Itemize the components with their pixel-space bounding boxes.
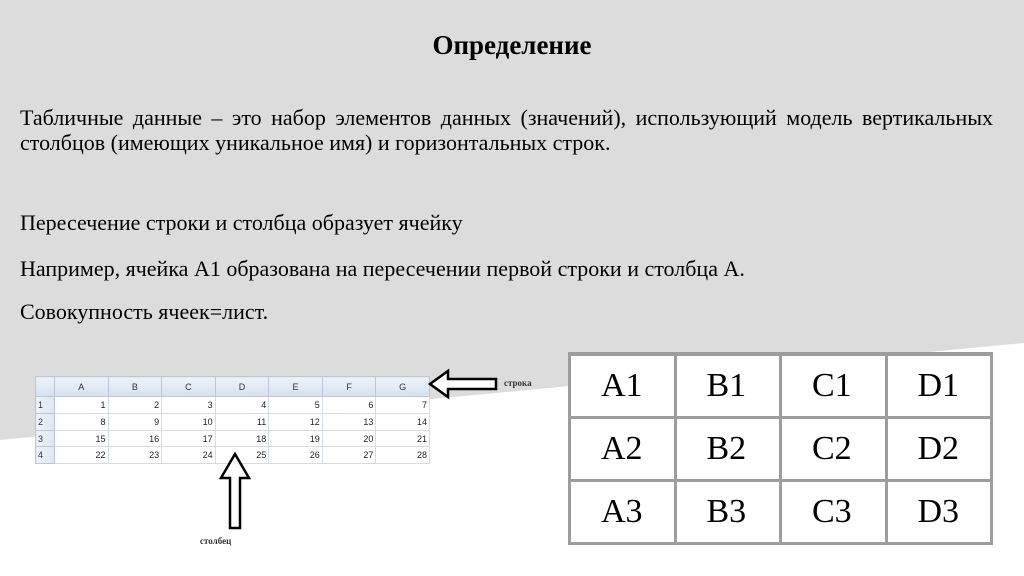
- slide-title: Определение: [432, 30, 592, 60]
- table-cell: 9: [108, 414, 162, 431]
- corner-cell: [36, 377, 55, 397]
- column-header: G: [376, 377, 430, 397]
- grid-cell: C2: [781, 418, 887, 481]
- column-header: E: [269, 377, 323, 397]
- table-cell: 1: [55, 397, 109, 414]
- column-header: C: [162, 377, 216, 397]
- table-cell: 8: [55, 414, 109, 431]
- grid-cell: D1: [886, 354, 992, 418]
- table-cell: 3: [162, 397, 216, 414]
- row-header: 3: [36, 430, 55, 447]
- grid-row: [570, 354, 992, 418]
- column-label: столбец: [200, 536, 232, 546]
- sheet-paragraph: Совокупность ячеек=лист.: [20, 299, 269, 324]
- table-cell: 26: [269, 447, 323, 464]
- table-row: [36, 397, 430, 414]
- table-cell: 21: [376, 430, 430, 447]
- table-cell: 25: [215, 447, 269, 464]
- grid-cell: C1: [781, 354, 887, 418]
- table-cell: 14: [376, 414, 430, 431]
- grid-row: [570, 418, 992, 481]
- grid-cell: B3: [675, 481, 781, 544]
- table-cell: 28: [376, 447, 430, 464]
- grid-cell: C3: [781, 481, 887, 544]
- grid-cell: A3: [570, 481, 676, 544]
- grid-cell: D3: [886, 481, 992, 544]
- grid-cell: B2: [675, 418, 781, 481]
- table-cell: 7: [376, 397, 430, 414]
- grid-row: [570, 481, 992, 544]
- grid-cell: B1: [675, 354, 781, 418]
- spreadsheet-thumbnail: [35, 376, 430, 464]
- table-cell: 23: [108, 447, 162, 464]
- table-cell: 4: [215, 397, 269, 414]
- grid-cell: A1: [570, 354, 676, 418]
- table-cell: 27: [322, 447, 376, 464]
- table-cell: 15: [55, 430, 109, 447]
- cell-address-grid: [568, 352, 993, 545]
- arrow-left-icon: [428, 368, 500, 400]
- table-cell: 11: [215, 414, 269, 431]
- arrow-up-icon: [218, 452, 252, 532]
- table-cell: 6: [322, 397, 376, 414]
- grid-cell: D2: [886, 418, 992, 481]
- row-header: 1: [36, 397, 55, 414]
- intersection-paragraph: Пересечение строки и столбца образует ячейку: [20, 210, 463, 235]
- row-label: строка: [504, 378, 532, 388]
- row-header: 4: [36, 447, 55, 464]
- table-cell: 5: [269, 397, 323, 414]
- table-cell: 2: [108, 397, 162, 414]
- column-header: B: [108, 377, 162, 397]
- table-row: [36, 430, 430, 447]
- table-cell: 17: [162, 430, 216, 447]
- table-cell: 24: [162, 447, 216, 464]
- column-header: A: [55, 377, 109, 397]
- column-header-row: [36, 377, 430, 397]
- definition-paragraph: Табличные данные – это набор элементов данных (значений), использующий модель вертикальных столбцов (имеющих уникальное имя) и горизонтальных строк.: [20, 105, 993, 155]
- row-header: 2: [36, 414, 55, 431]
- table-cell: 10: [162, 414, 216, 431]
- table-cell: 18: [215, 430, 269, 447]
- table-row: [36, 414, 430, 431]
- table-cell: 22: [55, 447, 109, 464]
- table-cell: 16: [108, 430, 162, 447]
- table-cell: 19: [269, 430, 323, 447]
- grid-cell: A2: [570, 418, 676, 481]
- table-cell: 20: [322, 430, 376, 447]
- column-header: D: [215, 377, 269, 397]
- table-cell: 12: [269, 414, 323, 431]
- column-header: F: [322, 377, 376, 397]
- table-cell: 13: [322, 414, 376, 431]
- example-paragraph: Например, ячейка А1 образована на пересечении первой строки и столбца А.: [20, 256, 745, 281]
